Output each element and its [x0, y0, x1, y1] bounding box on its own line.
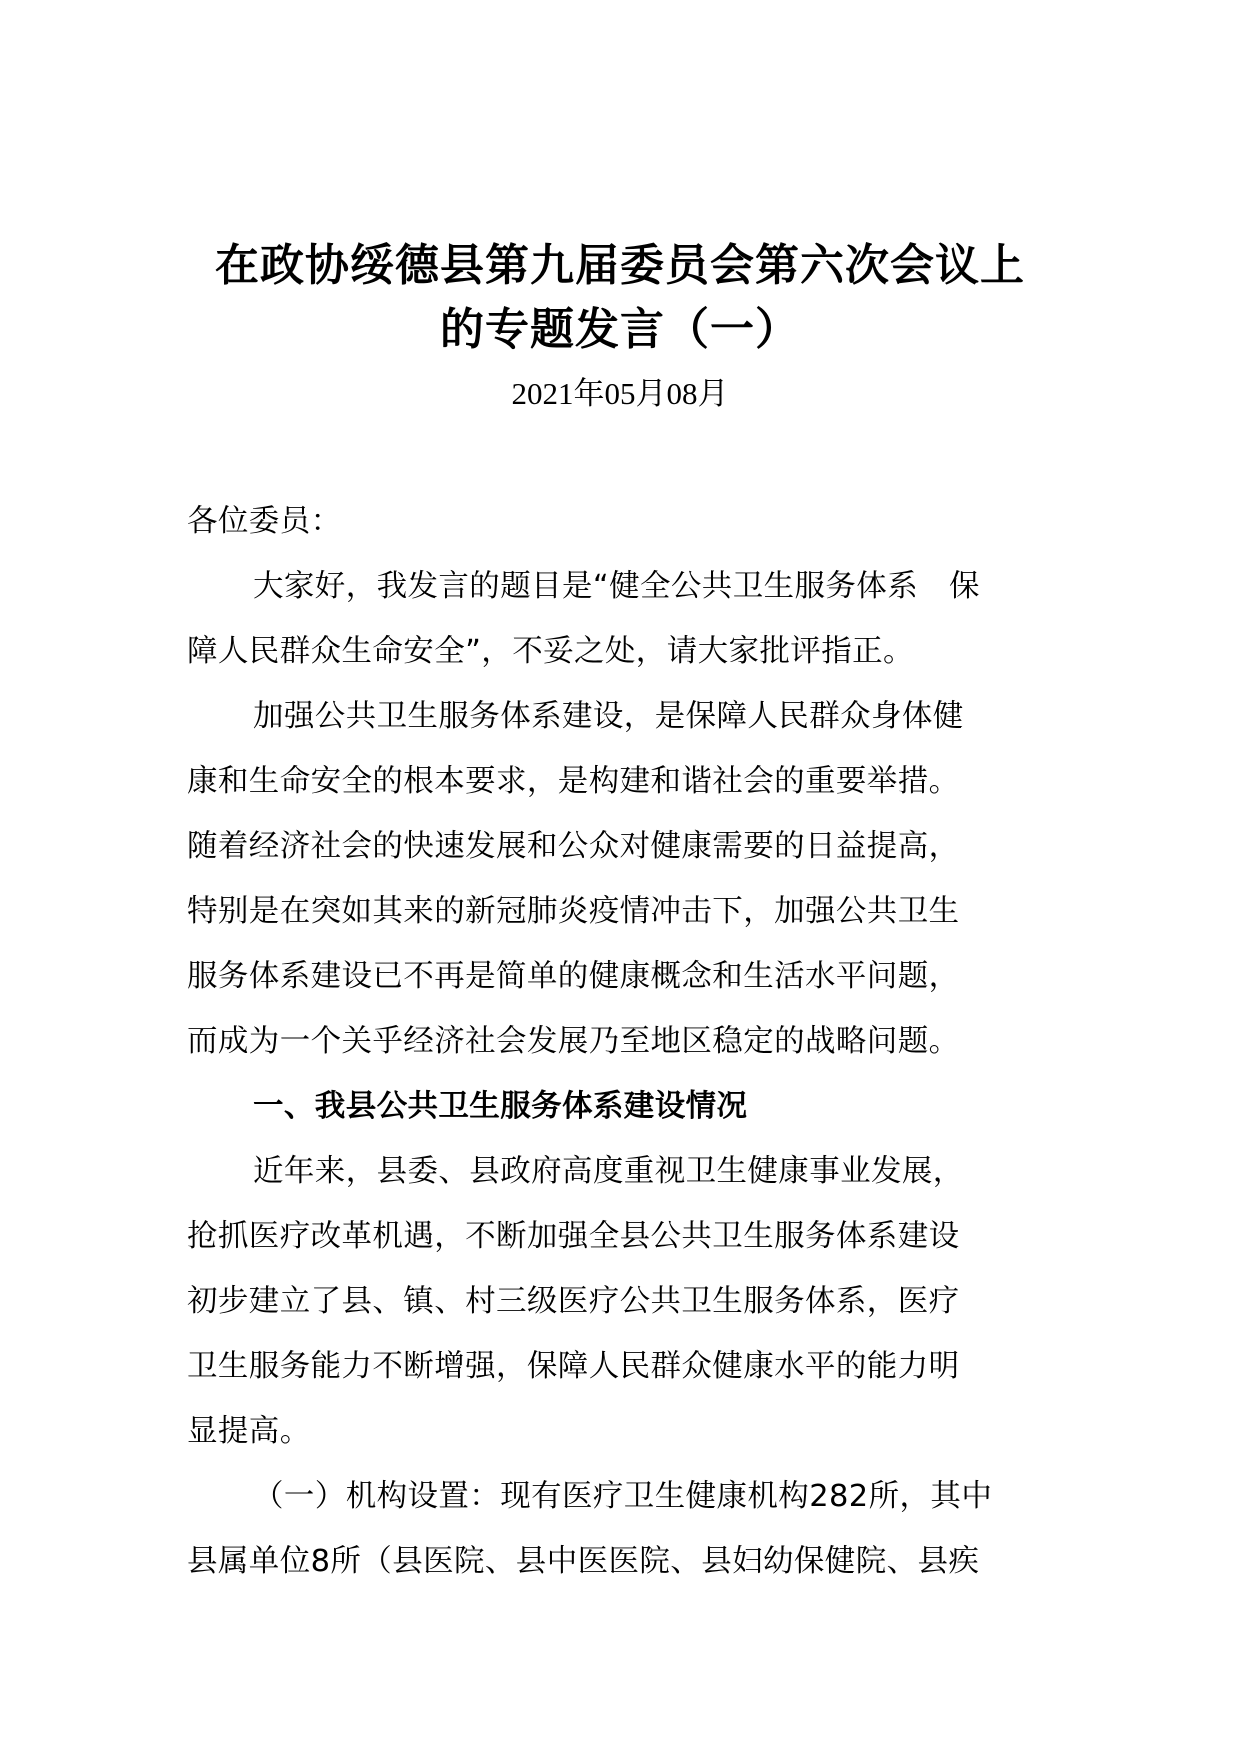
paragraph-line: 加强公共卫生服务体系建设，是保障人民群众身体健 [253, 699, 964, 734]
paragraph-line: 而成为一个关乎经济社会发展乃至地区稳定的战略问题。 [187, 1024, 960, 1059]
paragraph-line: 显提高。 [187, 1414, 311, 1449]
paragraph-line: 初步建立了县、镇、村三级医疗公共卫生服务体系，医疗 [187, 1284, 960, 1319]
paragraph-line: 县属单位8所（县医院、县中医医院、县妇幼保健院、县疾 [187, 1544, 980, 1579]
salutation: 各位委员： [187, 504, 342, 539]
paragraph-line: 近年来，县委、县政府高度重视卫生健康事业发展， [253, 1154, 964, 1189]
document-date: 2021年05月08月 [511, 376, 729, 411]
document-title-line-1: 在政协绥德县第九届委员会第六次会议上 [215, 240, 1025, 291]
paragraph-line: 特别是在突如其来的新冠肺炎疫情冲击下，加强公共卫生 [187, 894, 960, 929]
paragraph-line: 大家好，我发言的题目是“健全公共卫生服务体系 保 [253, 569, 980, 604]
paragraph-line: 抢抓医疗改革机遇，不断加强全县公共卫生服务体系建设 [187, 1219, 960, 1254]
paragraph-line: 服务体系建设已不再是简单的健康概念和生活水平问题， [187, 959, 960, 994]
paragraph-line: （一）机构设置：现有医疗卫生健康机构282所，其中 [253, 1479, 993, 1514]
document-title-line-2: 的专题发言（一） [440, 304, 800, 355]
paragraph-line: 随着经济社会的快速发展和公众对健康需要的日益提高， [187, 829, 960, 864]
paragraph-line: 障人民群众生命安全”，不妥之处，请大家批评指正。 [187, 634, 914, 669]
paragraph-line: 卫生服务能力不断增强，保障人民群众健康水平的能力明 [187, 1349, 960, 1384]
section-heading: 一、我县公共卫生服务体系建设情况 [253, 1089, 748, 1124]
paragraph-line: 康和生命安全的根本要求，是构建和谐社会的重要举措。 [187, 764, 960, 799]
